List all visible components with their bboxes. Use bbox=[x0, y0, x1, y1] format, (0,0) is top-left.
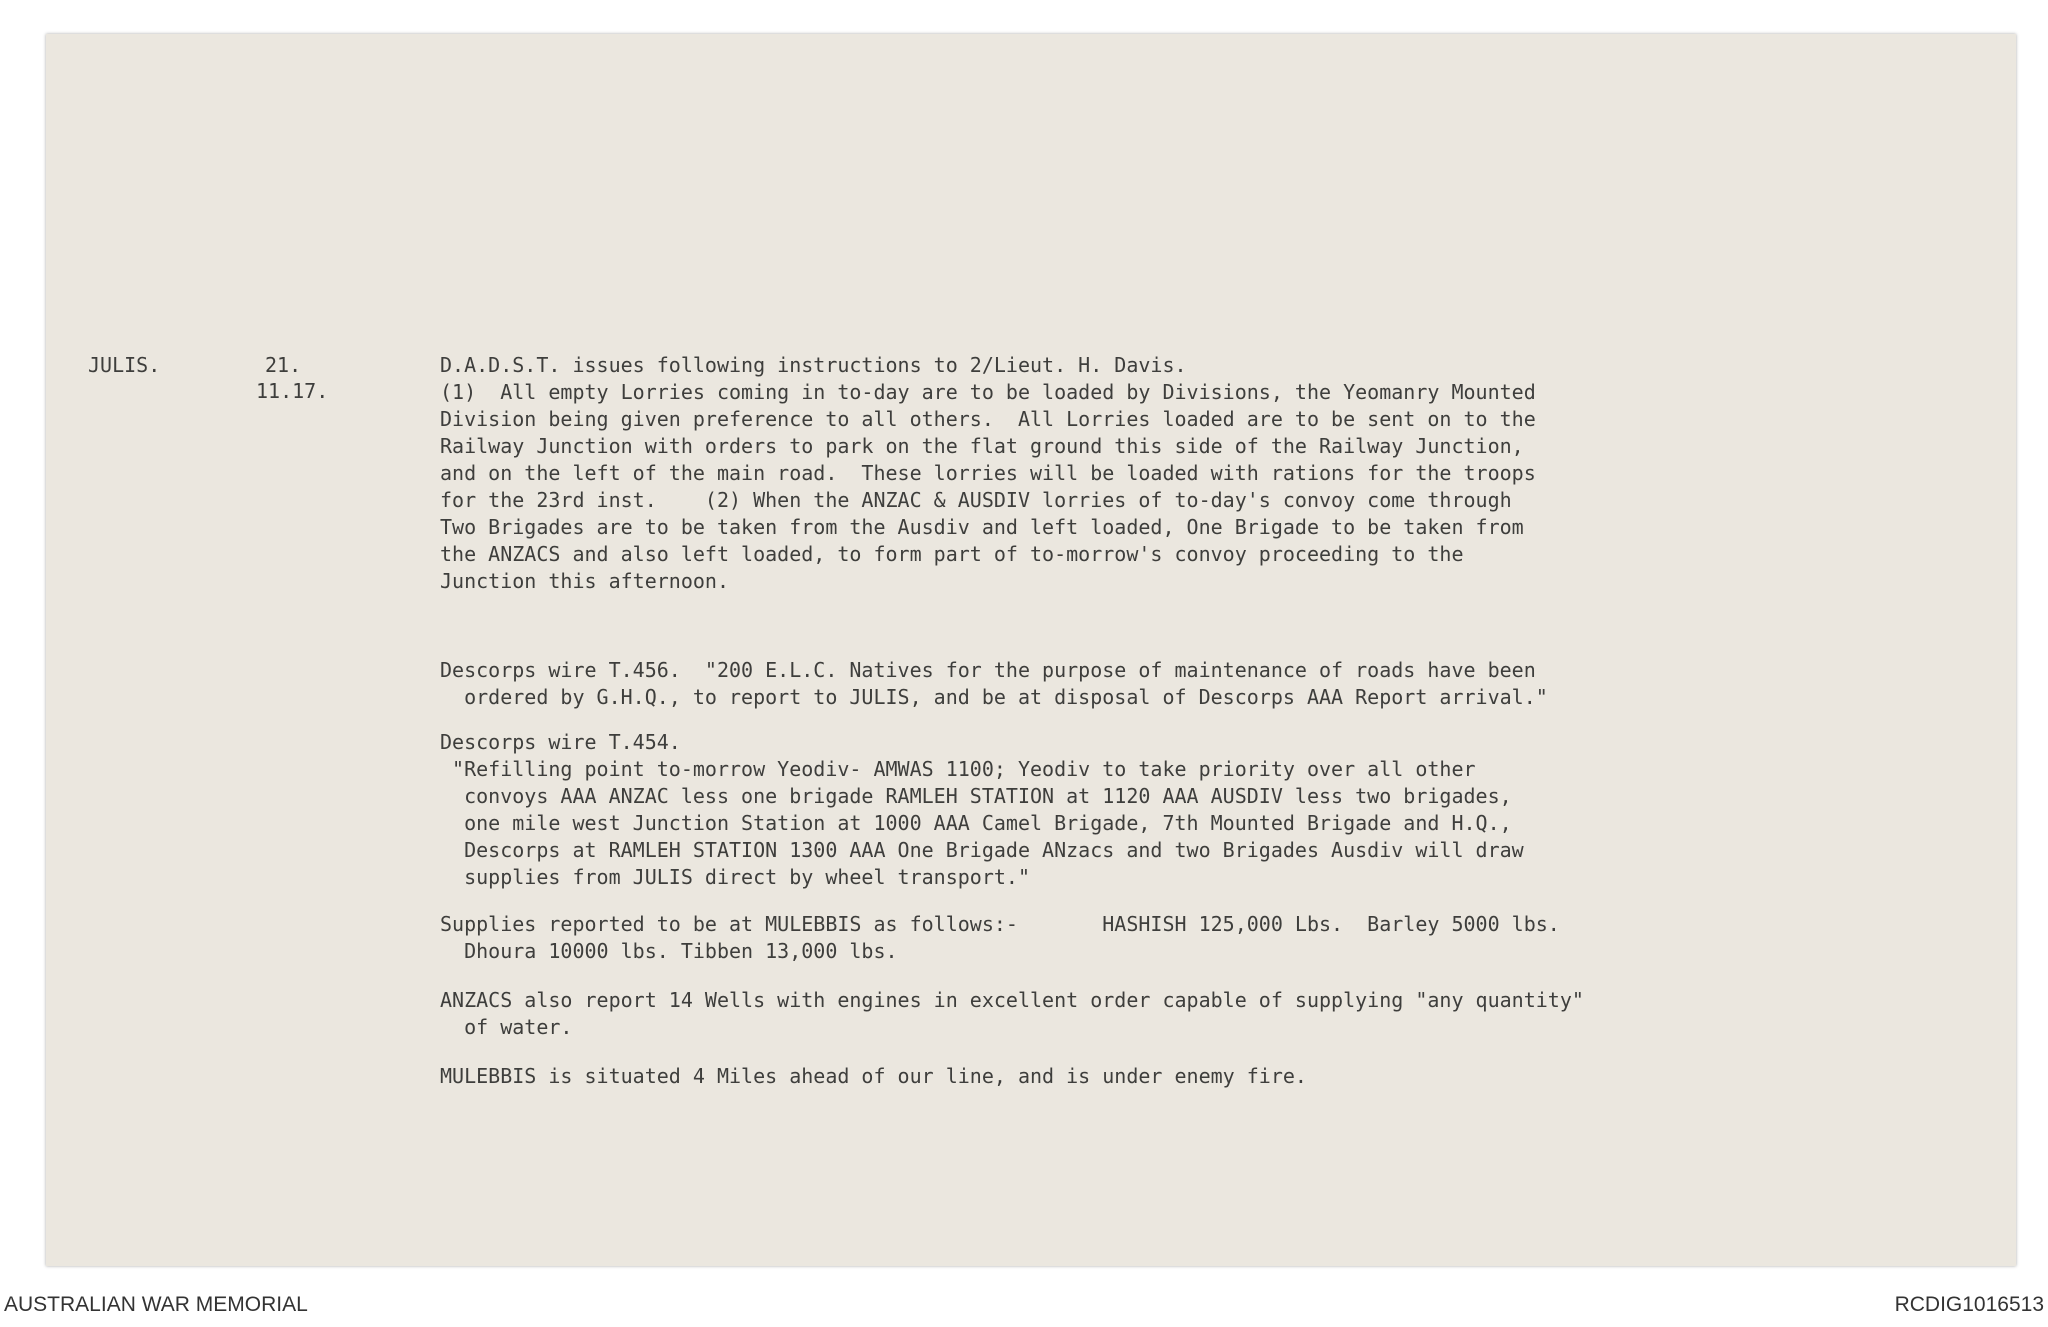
text-line: ordered by G.H.Q., to report to JULIS, and be at disposal of Descorps AAA Report arrival." bbox=[440, 685, 1548, 709]
entry-date-month-year: 11.17. bbox=[256, 379, 329, 403]
text-line: ANZACS also report 14 Wells with engines in excellent order capable of supplying "any quantity" bbox=[440, 988, 1584, 1012]
instructions-paragraph bbox=[440, 352, 1860, 595]
text-line: D.A.D.S.T. issues following instructions to 2/Lieut. H. Davis. bbox=[440, 353, 1187, 377]
text-line: the ANZACS and also left loaded, to form part of to-morrow's convoy proceeding to the bbox=[440, 542, 1464, 566]
entry-place: JULIS. bbox=[88, 353, 161, 377]
wire-454-paragraph bbox=[440, 729, 1860, 891]
text-line: "Refilling point to-morrow Yeodiv- AMWAS 1100; Yeodiv to take priority over all other bbox=[440, 757, 1476, 781]
wells-paragraph bbox=[440, 987, 1860, 1041]
supplies-paragraph bbox=[440, 911, 1860, 965]
text-line: Descorps wire T.456. "200 E.L.C. Natives for the purpose of maintenance of roads have been bbox=[440, 658, 1536, 682]
archive-reference-id: RCDIG1016513 bbox=[1894, 1293, 2044, 1316]
diary-entry-body bbox=[440, 352, 1860, 1090]
text-line: supplies from JULIS direct by wheel transport." bbox=[440, 865, 1031, 889]
entry-date-day: 21. bbox=[265, 353, 302, 377]
text-line: of water. bbox=[440, 1015, 573, 1039]
text-line: Two Brigades are to be taken from the Ausdiv and left loaded, One Brigade to be taken from bbox=[440, 515, 1524, 539]
text-line: one mile west Junction Station at 1000 AAA Camel Brigade, 7th Mounted Brigade and H.Q., bbox=[440, 811, 1512, 835]
text-line: Junction this afternoon. bbox=[440, 569, 729, 593]
text-line: convoys AAA ANZAC less one brigade RAMLEH STATION at 1120 AAA AUSDIV less two brigades, bbox=[440, 784, 1512, 808]
text-line: Division being given preference to all others. All Lorries loaded are to be sent on to the bbox=[440, 407, 1536, 431]
text-line: Supplies reported to be at MULEBBIS as follows:- HASHISH 125,000 Lbs. Barley 5000 lbs. bbox=[440, 912, 1560, 936]
text-line: Dhoura 10000 lbs. Tibben 13,000 lbs. bbox=[440, 939, 898, 963]
text-line: Railway Junction with orders to park on the flat ground this side of the Railway Junction, bbox=[440, 434, 1524, 458]
text-line: (1) All empty Lorries coming in to-day are to be loaded by Divisions, the Yeomanry Mounted bbox=[440, 380, 1536, 404]
mulebbis-paragraph bbox=[440, 1063, 1860, 1090]
text-line: and on the left of the main road. These lorries will be loaded with rations for the troops bbox=[440, 461, 1536, 485]
text-line: Descorps wire T.454. bbox=[440, 730, 681, 754]
text-line: for the 23rd inst. (2) When the ANZAC & AUSDIV lorries of to-day's convoy come through bbox=[440, 488, 1512, 512]
archive-credit: AUSTRALIAN WAR MEMORIAL bbox=[4, 1293, 308, 1316]
text-line: MULEBBIS is situated 4 Miles ahead of our line, and is under enemy fire. bbox=[440, 1064, 1307, 1088]
wire-456-paragraph bbox=[440, 657, 1860, 711]
text-line: Descorps at RAMLEH STATION 1300 AAA One Brigade ANzacs and two Brigades Ausdiv will draw bbox=[440, 838, 1524, 862]
